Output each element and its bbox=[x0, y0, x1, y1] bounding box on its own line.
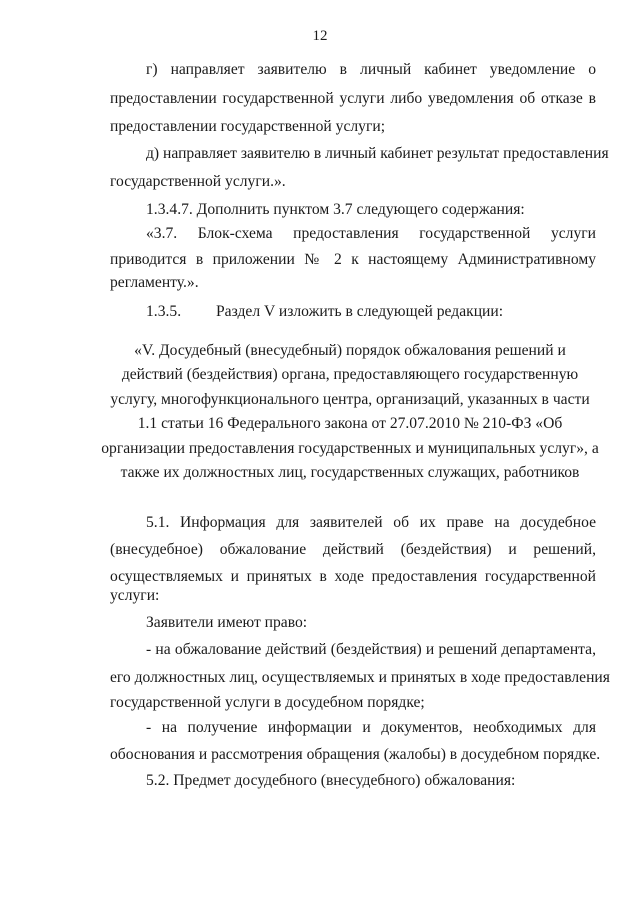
section-heading-line: также их должностных лиц, государственных служащих, работников bbox=[120, 464, 580, 481]
text-line: д) направляет заявителю в личный кабинет результат предоставления bbox=[146, 145, 609, 162]
section-heading-line: 1.1 статьи 16 Федерального закона от 27.07.2010 № 210-ФЗ «Об bbox=[137, 415, 563, 432]
text-line: его должностных лиц, осуществляемых и принятых в ходе предоставления bbox=[110, 669, 610, 686]
text-line: - на получение информации и документов, необходимых для bbox=[146, 719, 596, 736]
text-line: - на обжалование действий (бездействия) и решений департамента, bbox=[146, 641, 596, 658]
section-heading-line: услугу, многофункционального центра, организаций, указанных в части bbox=[110, 391, 590, 408]
text-line: 1.3.4.7. Дополнить пунктом 3.7 следующего содержания: bbox=[146, 201, 525, 218]
text-line: предоставлении государственной услуги либо уведомления об отказе в bbox=[110, 90, 596, 107]
clause-1-3-5 bbox=[146, 302, 596, 322]
text-line: 5.2. Предмет досудебного (внесудебного) обжалования: bbox=[146, 772, 516, 789]
section-heading-line: «V. Досудебный (внесудебный) порядок обжалования решений и bbox=[134, 342, 566, 359]
text-line: государственной услуги.». bbox=[110, 173, 286, 190]
text-line: «3.7. Блок-схема предоставления государственной услуги bbox=[146, 225, 596, 242]
text-line: 5.1. Информация для заявителей об их праве на досудебное bbox=[146, 514, 596, 531]
section-heading-line: действий (бездействия) органа, предоставляющего государственную bbox=[121, 366, 579, 383]
text-line: обоснования и рассмотрения обращения (жалобы) в досудебном порядке. bbox=[110, 746, 601, 763]
text-line: государственной услуги в досудебном порядке; bbox=[110, 694, 425, 711]
text-line: (внесудебное) обжалование действий (бездействия) и решений, bbox=[110, 541, 596, 558]
clause-text: Раздел V изложить в следующей редакции: bbox=[216, 303, 504, 320]
section-heading-line: организации предоставления государственных и муниципальных услуг», а bbox=[101, 440, 599, 457]
clause-number: 1.3.5. bbox=[146, 303, 182, 320]
text-line: предоставлении государственной услуги; bbox=[110, 118, 386, 135]
text-line: регламенту.». bbox=[110, 274, 199, 291]
text-line: г) направляет заявителю в личный кабинет уведомление о bbox=[146, 61, 596, 78]
text-line: осуществляемых и принятых в ходе предоставления государственной bbox=[110, 568, 596, 585]
page-number: 12 bbox=[312, 28, 328, 44]
text-line: услуги: bbox=[110, 587, 160, 604]
text-line: приводится в приложении № 2 к настоящему Административному bbox=[110, 251, 596, 268]
text-line: Заявители имеют право: bbox=[146, 614, 308, 631]
